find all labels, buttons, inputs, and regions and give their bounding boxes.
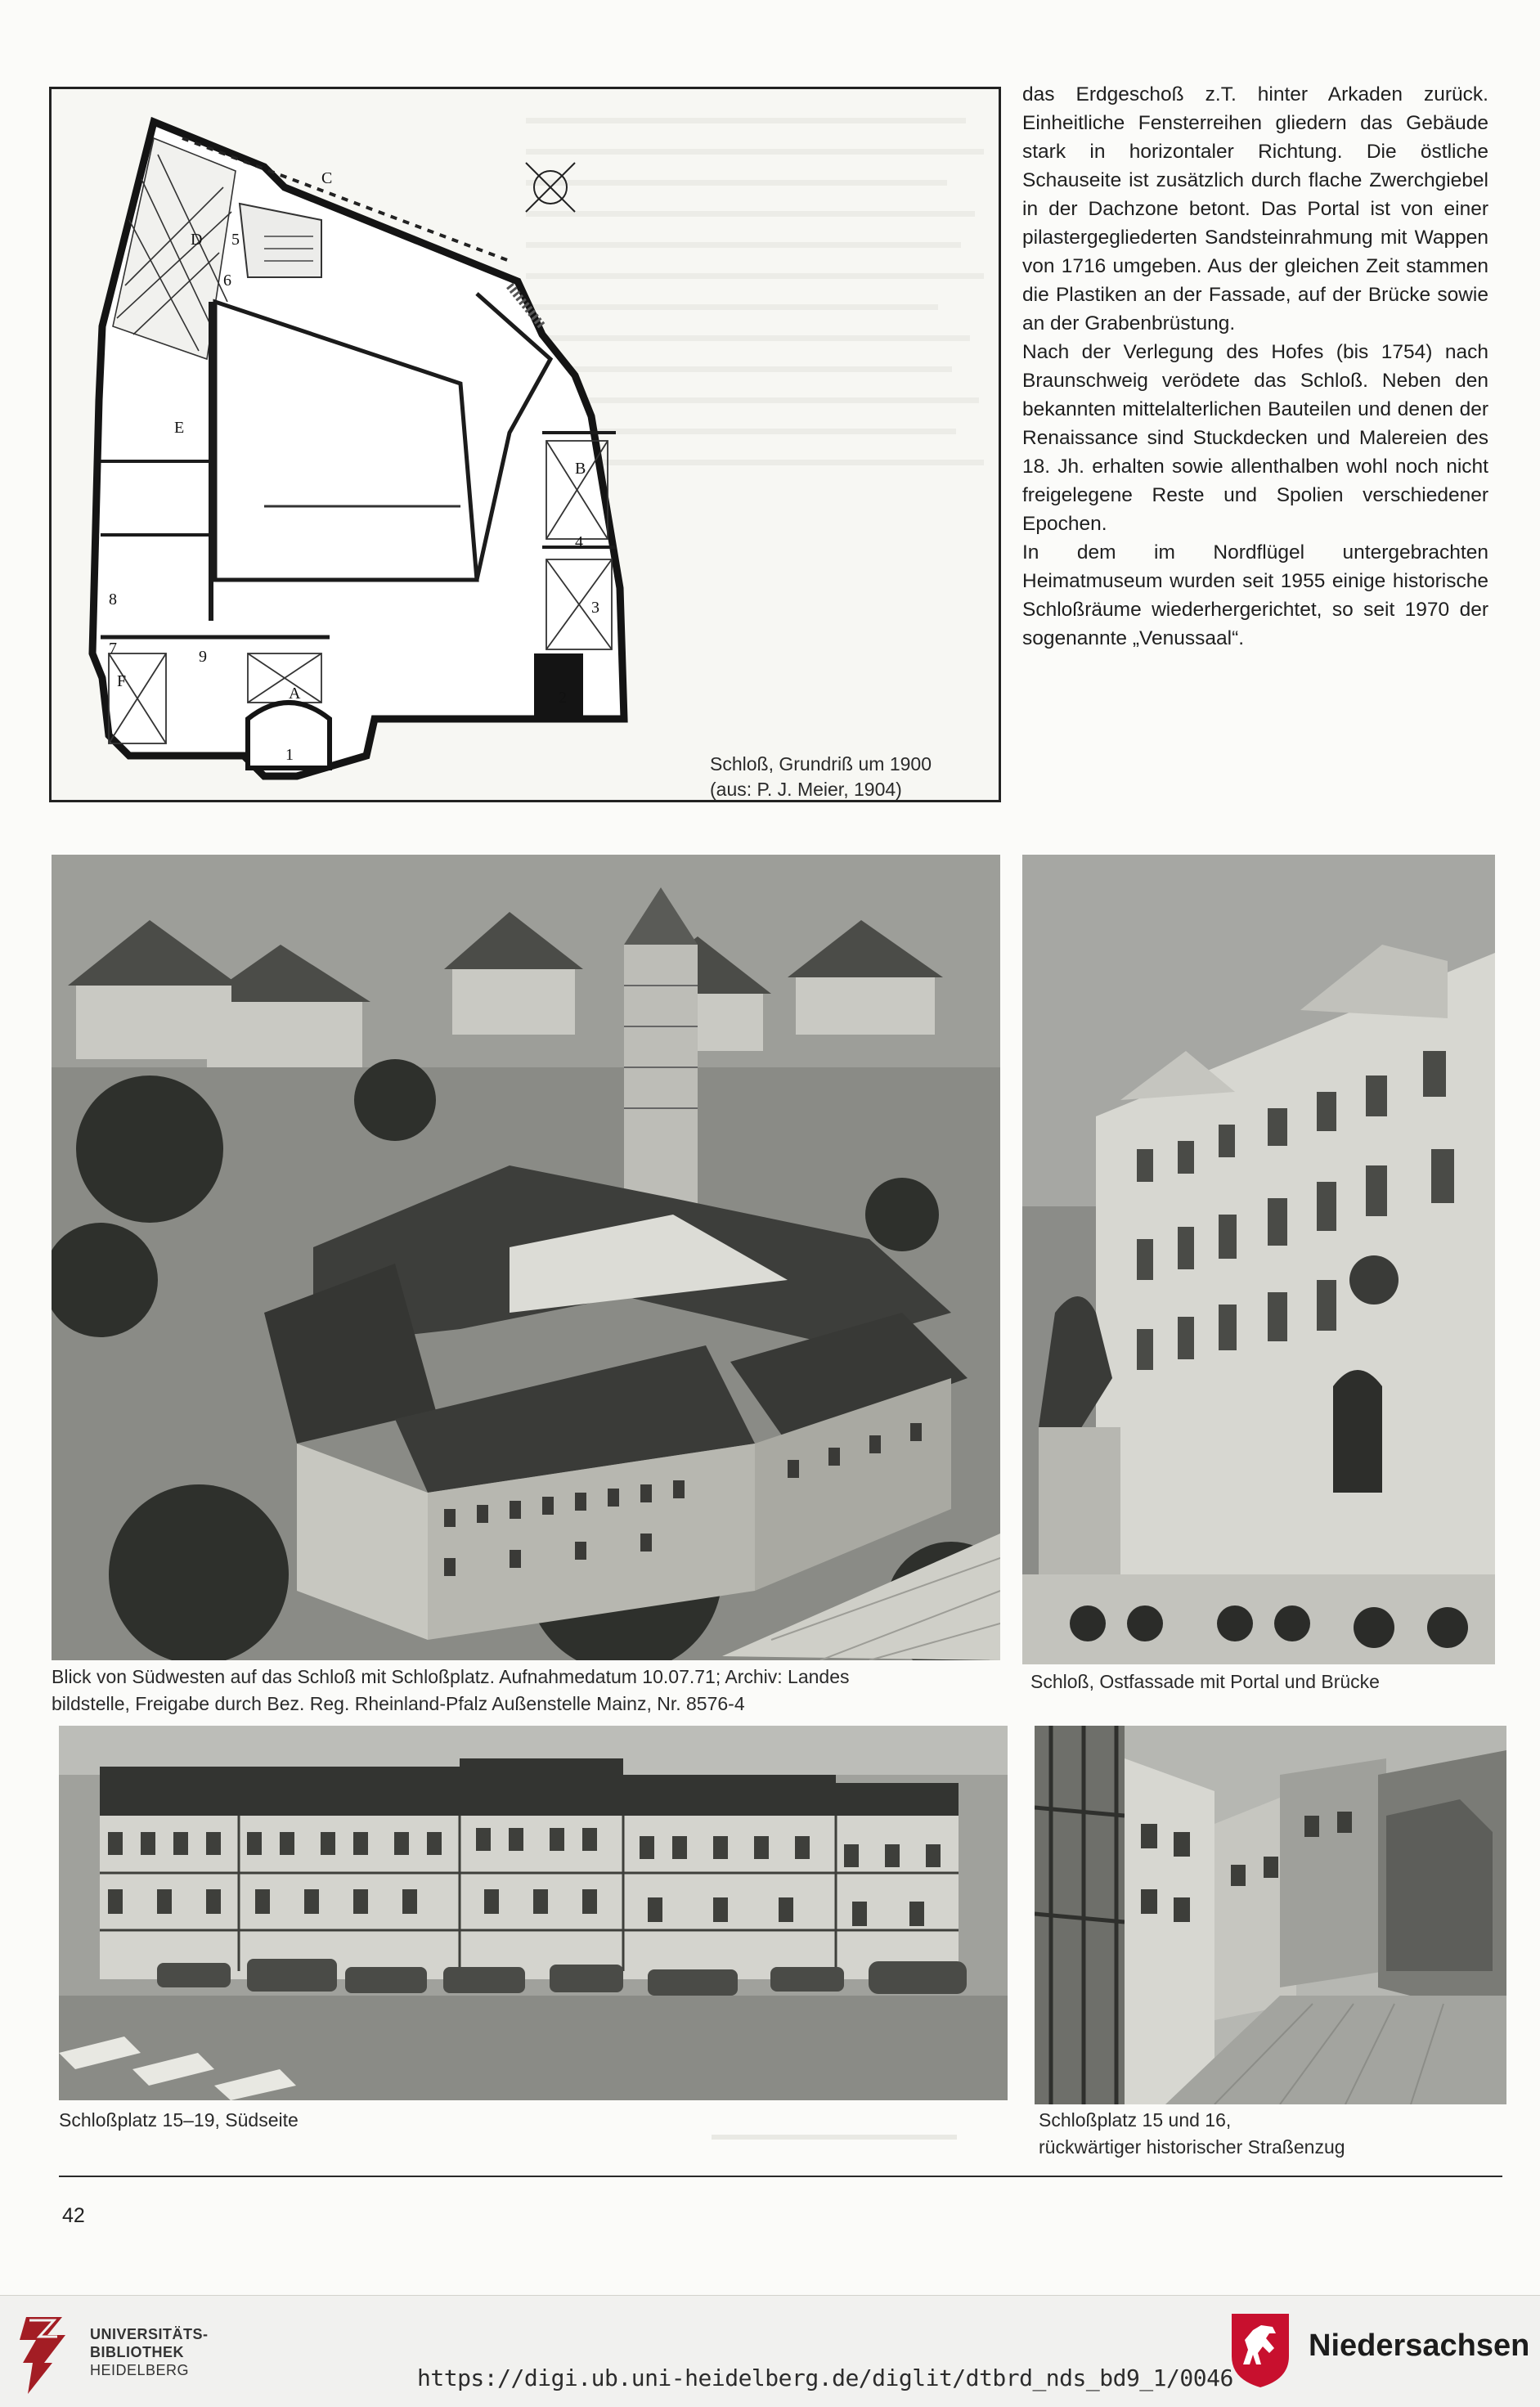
plan-label: F <box>117 672 127 690</box>
library-name-line2: BIBLIOTHEK <box>90 2344 184 2360</box>
plan-label: 4 <box>575 533 583 551</box>
plan-label: A <box>289 685 301 703</box>
floorplan-drawing <box>52 89 999 800</box>
article-text <box>1022 80 1488 653</box>
plan-label: 8 <box>109 591 117 608</box>
plan-label: E <box>174 419 185 437</box>
library-name-line3: HEIDELBERG <box>90 2362 190 2378</box>
aerial-photo <box>52 855 1000 1660</box>
state-name: Niedersachsen <box>1309 2328 1530 2363</box>
floorplan-frame <box>49 87 1001 802</box>
university-library-logo-icon <box>11 2312 82 2397</box>
east-facade-photo <box>1022 855 1495 1664</box>
footer-bar <box>0 2295 1540 2407</box>
niedersachsen-horse-icon <box>1228 2310 1292 2389</box>
page-rule <box>59 2176 1502 2177</box>
east-facade-drawing <box>1022 855 1495 1664</box>
east-facade-caption: Schloß, Ostfassade mit Portal und Brücke <box>1030 1671 1380 1692</box>
street-photo <box>1035 1726 1506 2104</box>
street-caption-line1: Schloßplatz 15 und 16, <box>1039 2109 1232 2131</box>
plan-label: 9 <box>199 648 207 666</box>
article-paragraph: das Erdgeschoß z.T. hinter Arkaden zurück. Einheitliche Fensterreihen gliedern das Gebäude stark in horizontaler Richtung. Die östliche Schauseite ist zusätzlich durch flache Zwerchgiebel in der Dachzone betont. Das Portal ist von einer pilastergegliederten Sandsteinrahmung mit Wappen von 1716 umgeben. Aus der gleichen Zeit stammen die Plastiken an der Fassade, auf der Brücke sowie an der Grabenbrüstung. <box>1022 83 1488 335</box>
plan-label: 1 <box>285 746 294 764</box>
library-name-line1: UNIVERSITÄTS- <box>90 2326 209 2342</box>
street-caption-line2: rückwärtiger historischer Straßenzug <box>1039 2136 1345 2158</box>
article-paragraph: In dem im Nordflügel untergebrachten Heimatmuseum wurden seit 1955 einige historische Schloßräume wiederhergerichtet, so seit 1970 der sogenannte „Venussaal“. <box>1022 541 1488 649</box>
floorplan-caption-line1: Schloß, Grundriß um 1900 <box>710 753 932 775</box>
page-number: 42 <box>62 2204 85 2227</box>
plan-label: C <box>321 169 333 187</box>
plan-label: 5 <box>231 231 240 249</box>
street-drawing <box>1035 1726 1506 2104</box>
plan-label: 3 <box>591 599 599 617</box>
aerial-caption-line2: bildstelle, Freigabe durch Bez. Reg. Rheinland-Pfalz Außenstelle Mainz, Nr. 8576-4 <box>52 1693 745 1714</box>
street-caption <box>1039 2107 1497 2161</box>
compass-icon <box>526 163 575 212</box>
library-name <box>90 2325 209 2379</box>
schlossplatz-caption: Schloßplatz 15–19, Südseite <box>59 2109 299 2131</box>
floorplan-caption-line2: (aus: P. J. Meier, 1904) <box>710 779 902 800</box>
source-url[interactable]: https://digi.ub.uni-heidelberg.de/diglit/dtbrd_nds_bd9_1/0046 <box>417 2364 1233 2391</box>
article-paragraph: Nach der Verlegung des Hofes (bis 1754) nach Braunschweig verödete das Schloß. Neben den bekannten mittelalterlichen Bauteilen und denen der Renaissance sind Stuckdecken und Malereien des 18. Jh. erhalten sowie allenthalben wohl noch nicht freigelegene Reste und Spolien verschiedener Epochen. <box>1022 341 1488 535</box>
plan-label: 7 <box>109 640 117 658</box>
floorplan-caption <box>710 752 988 802</box>
aerial-caption <box>52 1664 1000 1718</box>
plan-label: B <box>575 460 586 478</box>
schlossplatz-photo <box>59 1726 1008 2100</box>
plan-label: 2 <box>559 689 567 707</box>
plan-label: 6 <box>223 272 231 290</box>
aerial-photo-drawing <box>52 855 1000 1660</box>
aerial-caption-line1: Blick von Südwesten auf das Schloß mit Schloßplatz. Aufnahmedatum 10.07.71; Archiv: Landes <box>52 1666 850 1687</box>
plan-label: D <box>191 231 203 249</box>
schlossplatz-drawing <box>59 1726 1008 2100</box>
bleed-through-caption <box>712 2110 957 2140</box>
